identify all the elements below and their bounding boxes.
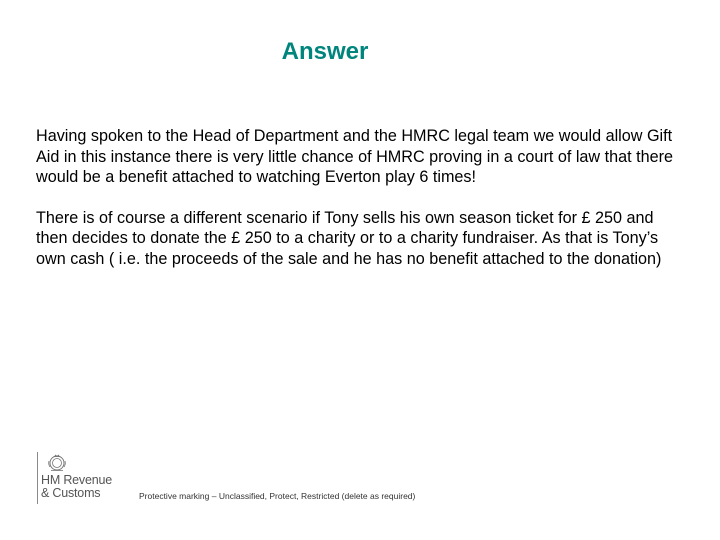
- slide-title: Answer: [281, 38, 369, 65]
- logo-content: [41, 452, 112, 500]
- slide-body: [36, 126, 686, 289]
- logo-line-1: HM Revenue: [41, 473, 112, 487]
- hmrc-logo: [37, 452, 112, 504]
- logo-line-2: & Customs: [41, 486, 101, 500]
- logo-divider: [37, 452, 38, 504]
- protective-marking: Protective marking – Unclassified, Protect, Restricted (delete as required): [139, 491, 416, 501]
- royal-crest-icon: [46, 452, 68, 472]
- paragraph-alternative-scenario: There is of course a different scenario if Tony sells his own season ticket for £ 250 and then decides to donate the £ 250 to a charity or to a charity fundraiser. As that is Tony’s own cash ( i.e. the proceeds of the sale and he has no benefit attached to the donation): [36, 208, 662, 268]
- paragraph-gift-aid-answer: Having spoken to the Head of Department and the HMRC legal team we would allow Gift Aid in this instance there is very little chance of HMRC proving in a court of law that there would be a benefit attached to watching Everton play 6 times!: [36, 127, 674, 186]
